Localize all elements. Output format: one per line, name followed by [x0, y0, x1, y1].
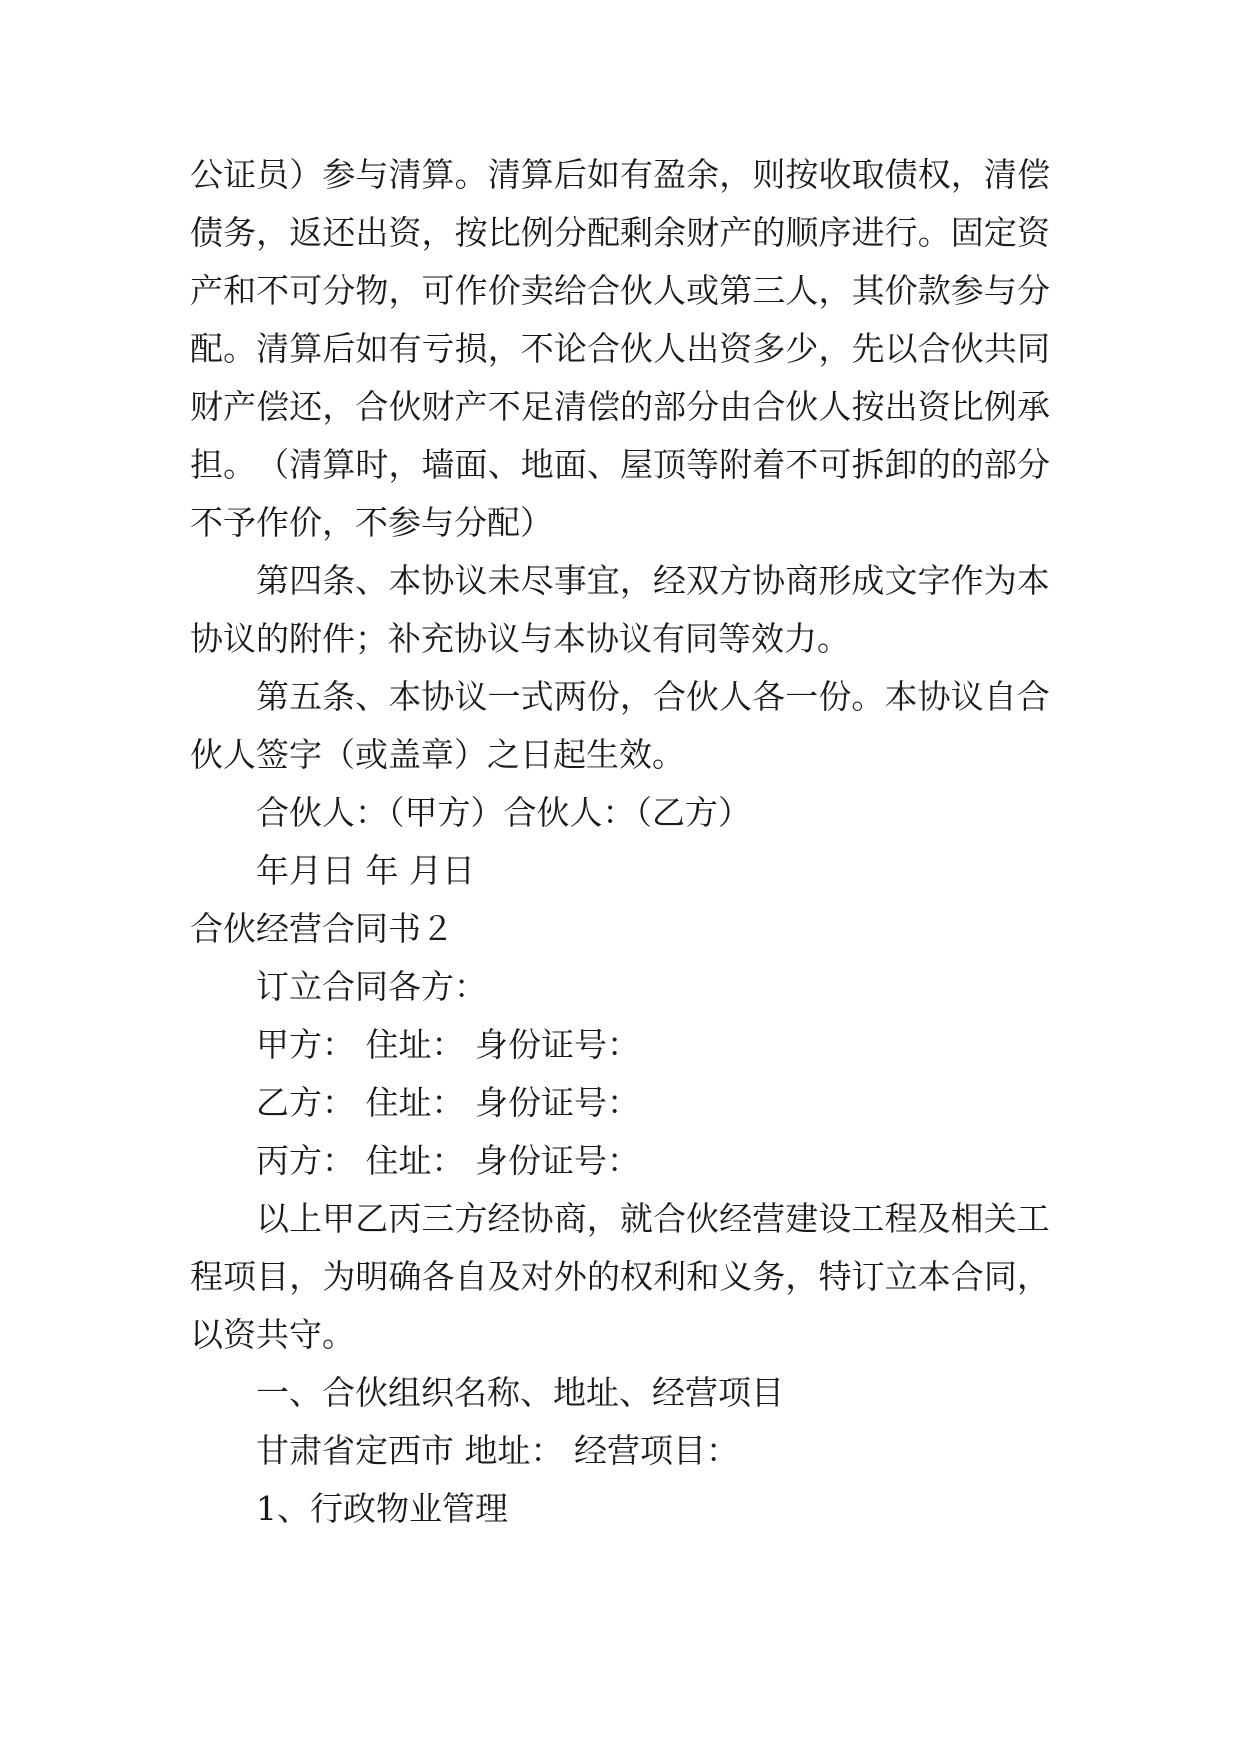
text-line: 债 务 ， 返 还 出 资 ， 按 比 例 分 配 剩 余 财 产 的 顺 序 进 行 。 固 定 资 — [190, 213, 1050, 252]
text-line: 协议的附件；补充协议与本协议有同等效力。 — [190, 619, 850, 658]
text-line: 不予作价，不参与分配） — [190, 503, 553, 542]
text-line: 甲方： 住址： 身份证号： — [256, 1025, 640, 1064]
text-line: 担 。 （ 清 算 时 ， 墙 面 、 地 面 、 屋 顶 等 附 着 不 可 拆 卸 的 的 部 分 — [190, 445, 1050, 484]
text-line: 丙方： 住址： 身份证号： — [256, 1141, 640, 1180]
text-line: 产 和 不 可 分 物 ， 可 作 价 卖 给 合 伙 人 或 第 三 人 ， 其 价 款 参 与 分 — [190, 271, 1050, 310]
text-line: 一、合伙组织名称、地址、经营项目 — [256, 1373, 784, 1412]
text-line: 甘肃省定西市 地址： 经营项目： — [256, 1431, 739, 1470]
text-line: 伙人签字（或盖章）之日起生效。 — [190, 735, 685, 774]
text-line: 1、行政物业管理 — [256, 1489, 508, 1528]
text-line: 合伙人：（甲方）合伙人：（乙方） — [256, 793, 751, 832]
text-line: 配 。 清 算 后 如 有 亏 损 ， 不 论 合 伙 人 出 资 多 少 ， 先 以 合 伙 共 同 — [190, 329, 1050, 368]
section-title: 合伙经营合同书２ — [190, 909, 454, 948]
text-line: 第 四 条 、 本 协 议 未 尽 事 宜 ， 经 双 方 协 商 形 成 文 字 作 为 本 — [256, 561, 1050, 600]
text-line: 公 证 员 ） 参 与 清 算 。 清 算 后 如 有 盈 余 ， 则 按 收 取 债 权 ， 清 偿 — [190, 155, 1050, 194]
text-line: 年月日 年 月日 — [256, 851, 475, 890]
text-line: 第 五 条 、 本 协 议 一 式 两 份 ， 合 伙 人 各 一 份 。 本 协 议 自 合 — [256, 677, 1050, 716]
text-line: 订立合同各方： — [256, 967, 487, 1006]
text-line: 乙方： 住址： 身份证号： — [256, 1083, 640, 1122]
text-line: 以资共守。 — [190, 1315, 355, 1354]
text-line: 财 产 偿 还 ， 合 伙 财 产 不 足 清 偿 的 部 分 由 合 伙 人 按 出 资 比 例 承 — [190, 387, 1050, 426]
text-line: 以 上 甲 乙 丙 三 方 经 协 商 ， 就 合 伙 经 营 建 设 工 程 及 相 关 工 — [256, 1199, 1050, 1238]
text-line: 程 项 目 ， 为 明 确 各 自 及 对 外 的 权 利 和 义 务 ， 特 订 立 本 合 同 ， — [190, 1257, 1050, 1296]
